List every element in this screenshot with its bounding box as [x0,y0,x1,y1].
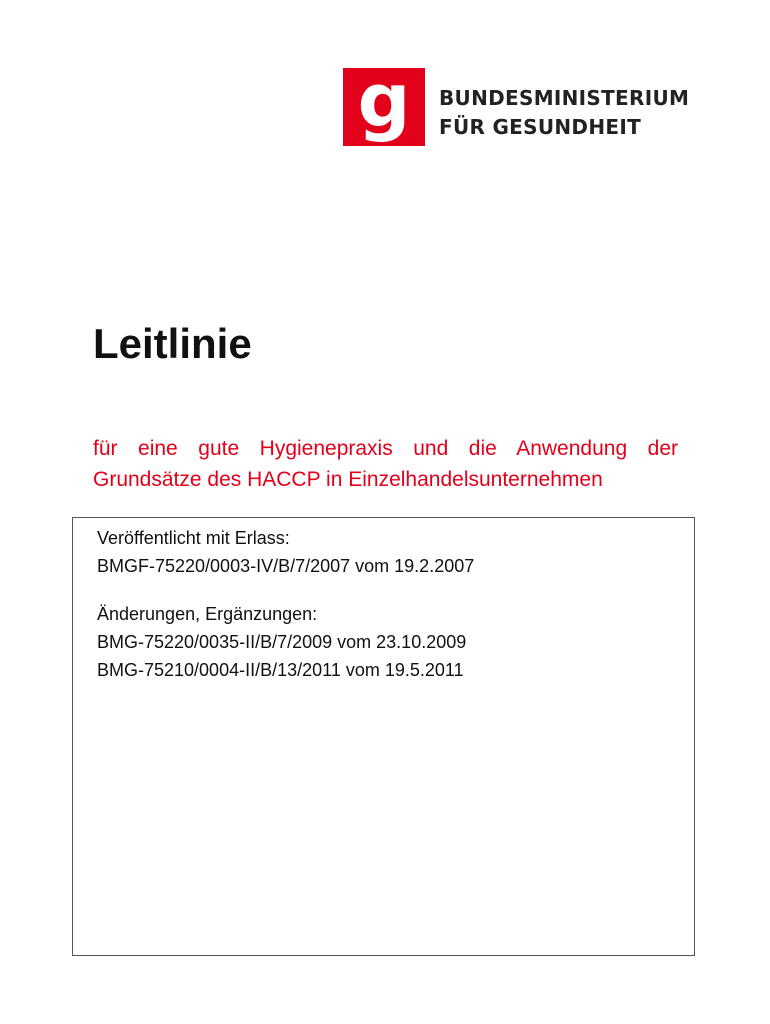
spacer [97,580,694,600]
published-label: Veröffentlicht mit Erlass: [97,528,290,548]
ministry-name [439,84,689,142]
published-reference: BMGF-75220/0003-IV/B/7/2007 vom 19.2.2007 [97,556,475,576]
ministry-name-line2: FÜR GESUNDHEIT [439,115,642,139]
svg-text:g: g [357,68,411,144]
publication-info-box [72,517,695,956]
ministry-name-line1: BUNDESMINISTERIUM [439,86,690,110]
document-title: Leitlinie [93,320,252,367]
change-reference: BMG-75220/0035-II/B/7/2009 vom 23.10.2009 [97,632,467,652]
ministry-logo [343,68,703,148]
change-reference: BMG-75210/0004-II/B/13/2011 vom 19.5.2011 [97,660,464,680]
ministry-logo-mark [343,68,425,146]
changes-label: Änderungen, Ergänzungen: [97,604,318,624]
document-subtitle: für eine gute Hygienepraxis und die Anwendung der Grundsätze des HACCP in Einzelhandelsunternehmen [93,437,678,491]
